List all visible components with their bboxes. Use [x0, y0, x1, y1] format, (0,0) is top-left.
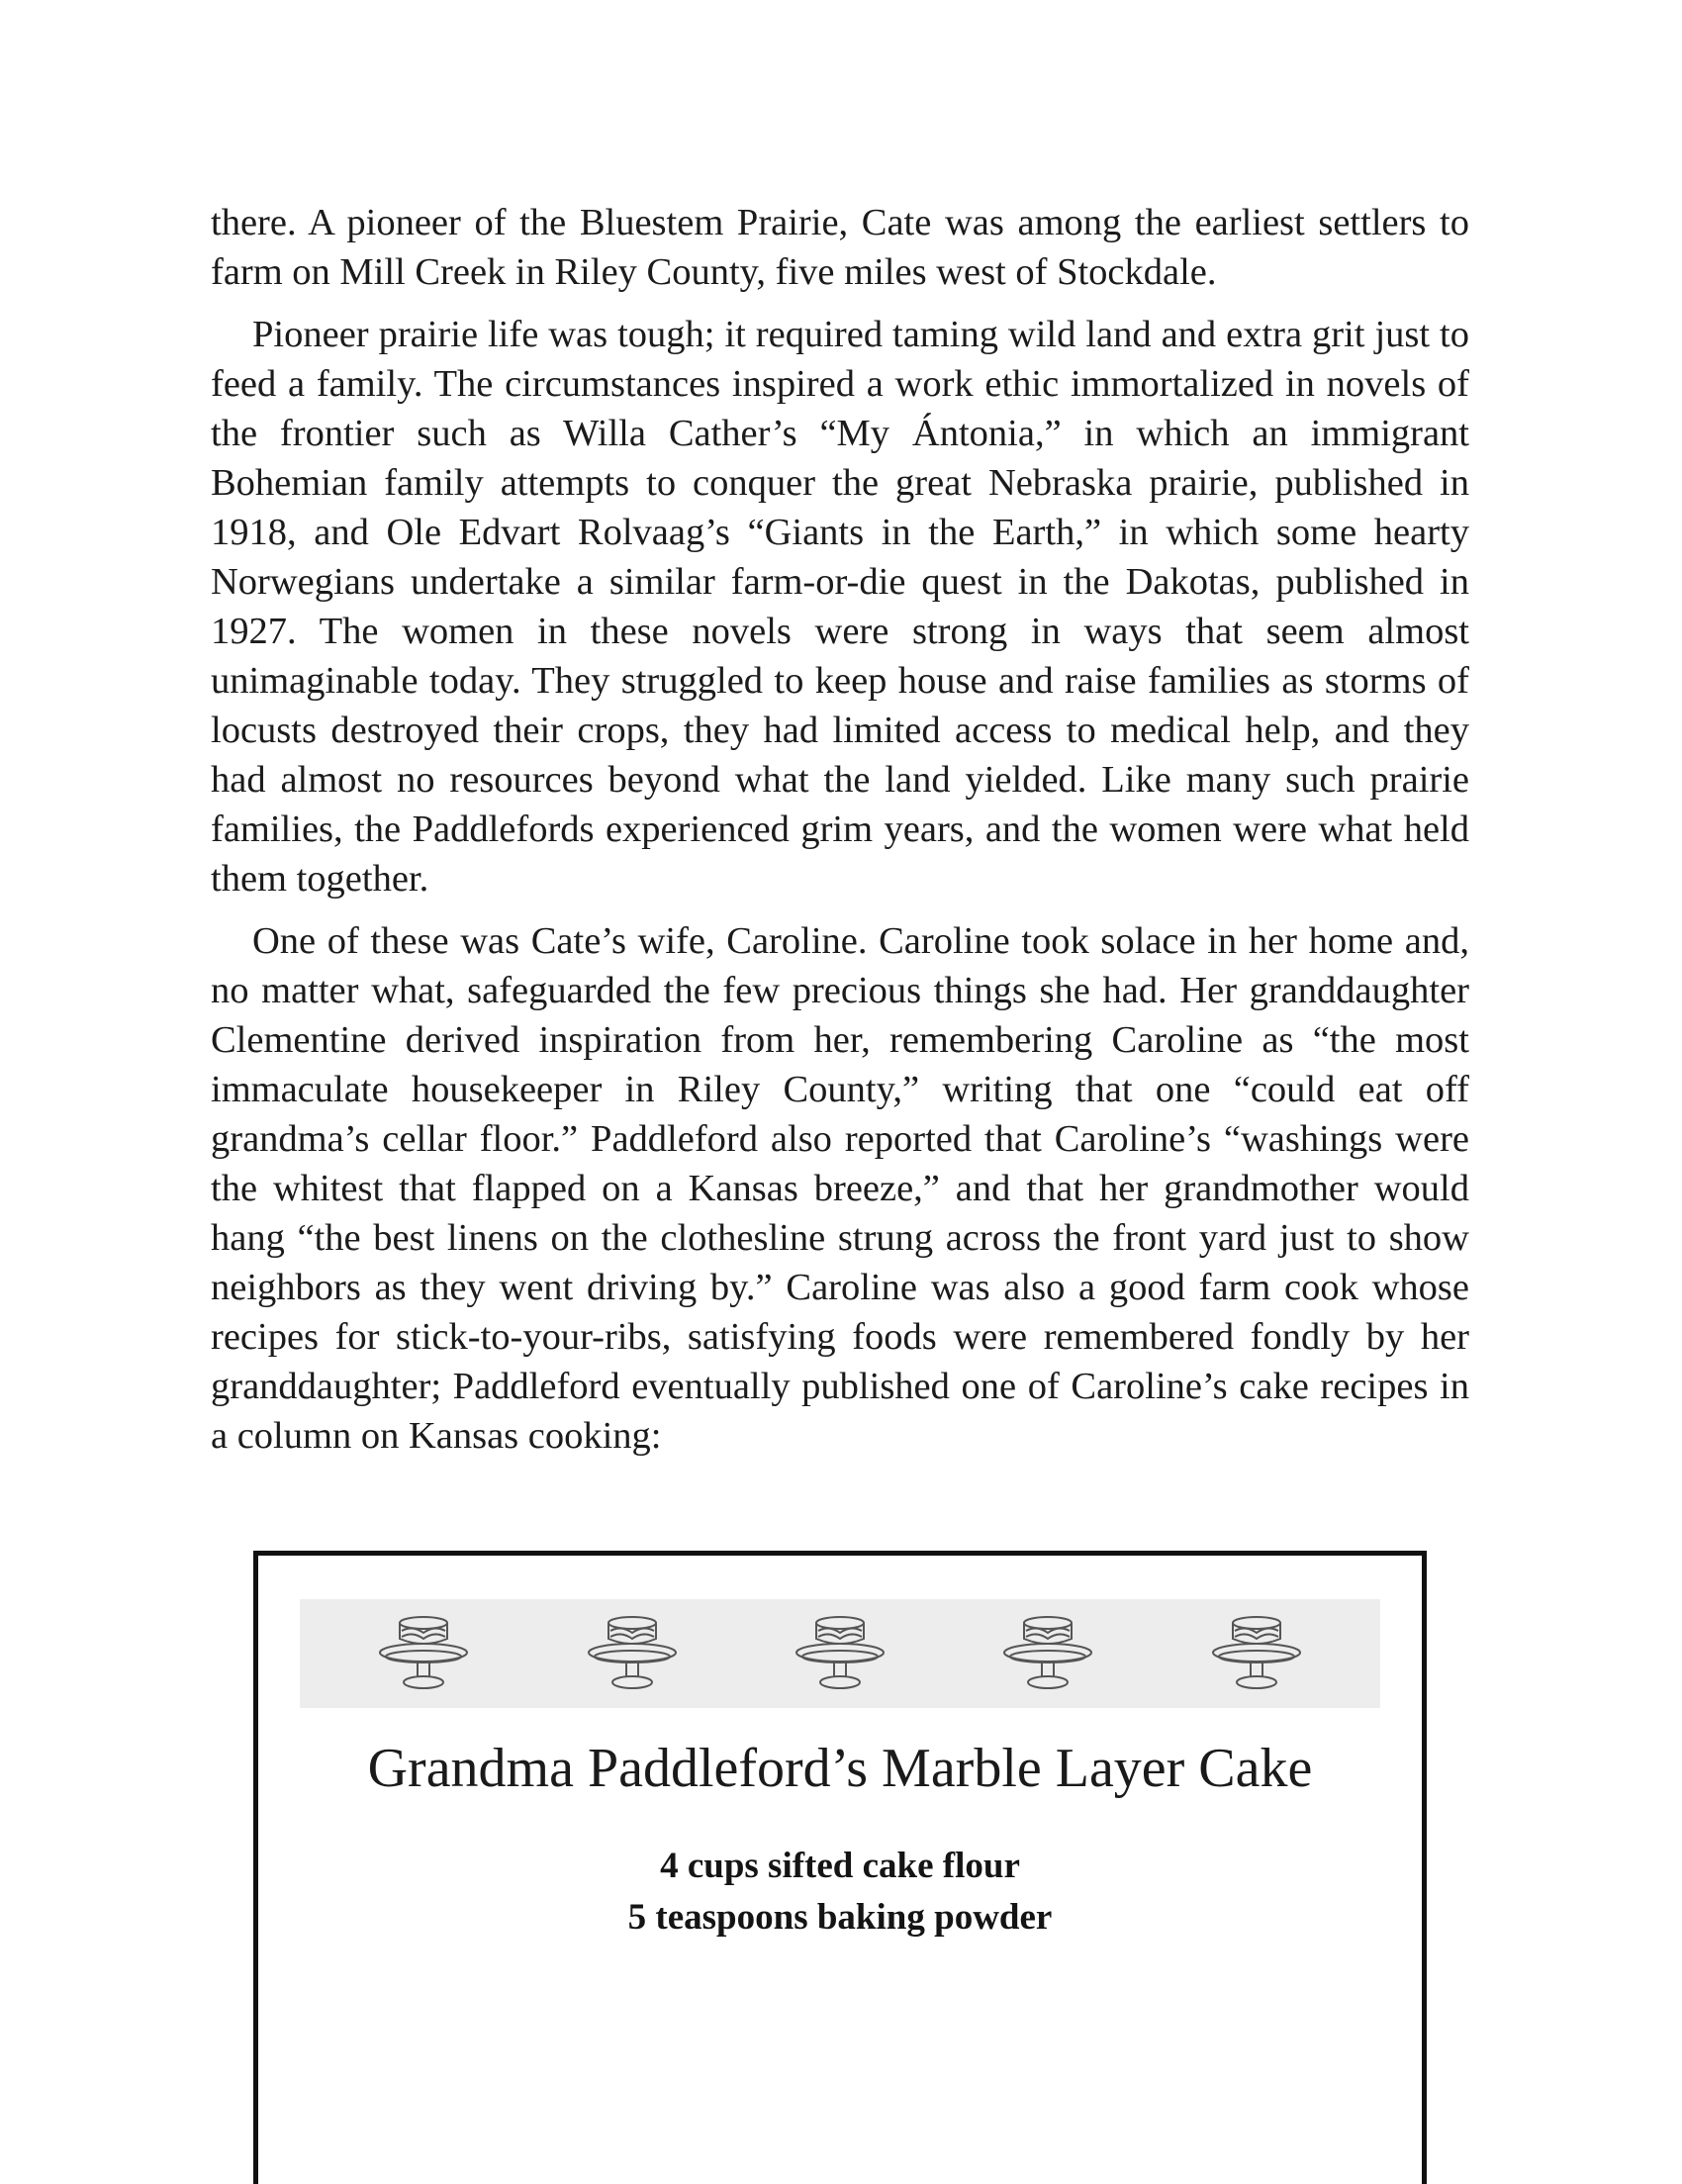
- recipe-title: Grandma Paddleford’s Marble Layer Cake: [367, 1738, 1313, 1799]
- cake-stand-icon: [992, 1609, 1103, 1698]
- ingredient-item: 4 cups sifted cake flour: [660, 1846, 1020, 1886]
- paragraph-continuation: there. A pioneer of the Bluestem Prairie, Cate was among the earliest settlers to farm on Mill Creek in Riley County, five miles west of Stockdale.: [211, 202, 1469, 293]
- cake-stand-icon: [1201, 1609, 1312, 1698]
- ingredient-item: 5 teaspoons baking powder: [627, 1897, 1053, 1938]
- paragraph-prairie-life: Pioneer prairie life was tough; it required taming wild land and extra grit just to feed a family. The circumstances inspired a work ethic immortalized in novels of the frontier such as Willa Cather’s “My Ántonia,” in which an immigrant Bohemian family attempts to conquer the great Nebraska prairie, published in 1918, and Ole Edvart Rolvaag’s “Giants in the Earth,” in which some hearty Norwegians undertake a similar farm-or-die quest in the Dakotas, published in 1927. The women in these novels were strong in ways that seem almost unimaginable today. They struggled to keep house and raise families as storms of locusts destroyed their crops, they had limited access to medical help, and they had almost no resources beyond what the land yielded. Like many such prairie families, the Paddlefords experienced grim years, and the women were what held them together.: [211, 314, 1469, 900]
- cake-stand-icon: [577, 1609, 688, 1698]
- cake-stand-icon: [785, 1609, 895, 1698]
- cake-icon-band: [300, 1599, 1380, 1708]
- cake-stand-icon: [368, 1609, 479, 1698]
- paragraph-caroline: One of these was Cate’s wife, Caroline. Caroline took solace in her home and, no matter what, safeguarded the few precious things she had. Her granddaughter Clementine derived inspiration from her, remembering Caroline as “the most immaculate housekeeper in Riley County,” writing that one “could eat off grandma’s cellar floor.” Paddleford also reported that Caroline’s “washings were the whitest that flapped on a Kansas breeze,” and that her grandmother would hang “the best linens on the clothesline strung across the front yard just to show neighbors as they went driving by.” Caroline was also a good farm cook whose recipes for stick-to-your-ribs, satisfying foods were remembered fondly by her granddaughter; Paddleford eventually published one of Caroline’s cake recipes in a column on Kansas cooking:: [211, 920, 1469, 1457]
- body-text: [211, 198, 1469, 1473]
- ingredient-list: [253, 1841, 1427, 1944]
